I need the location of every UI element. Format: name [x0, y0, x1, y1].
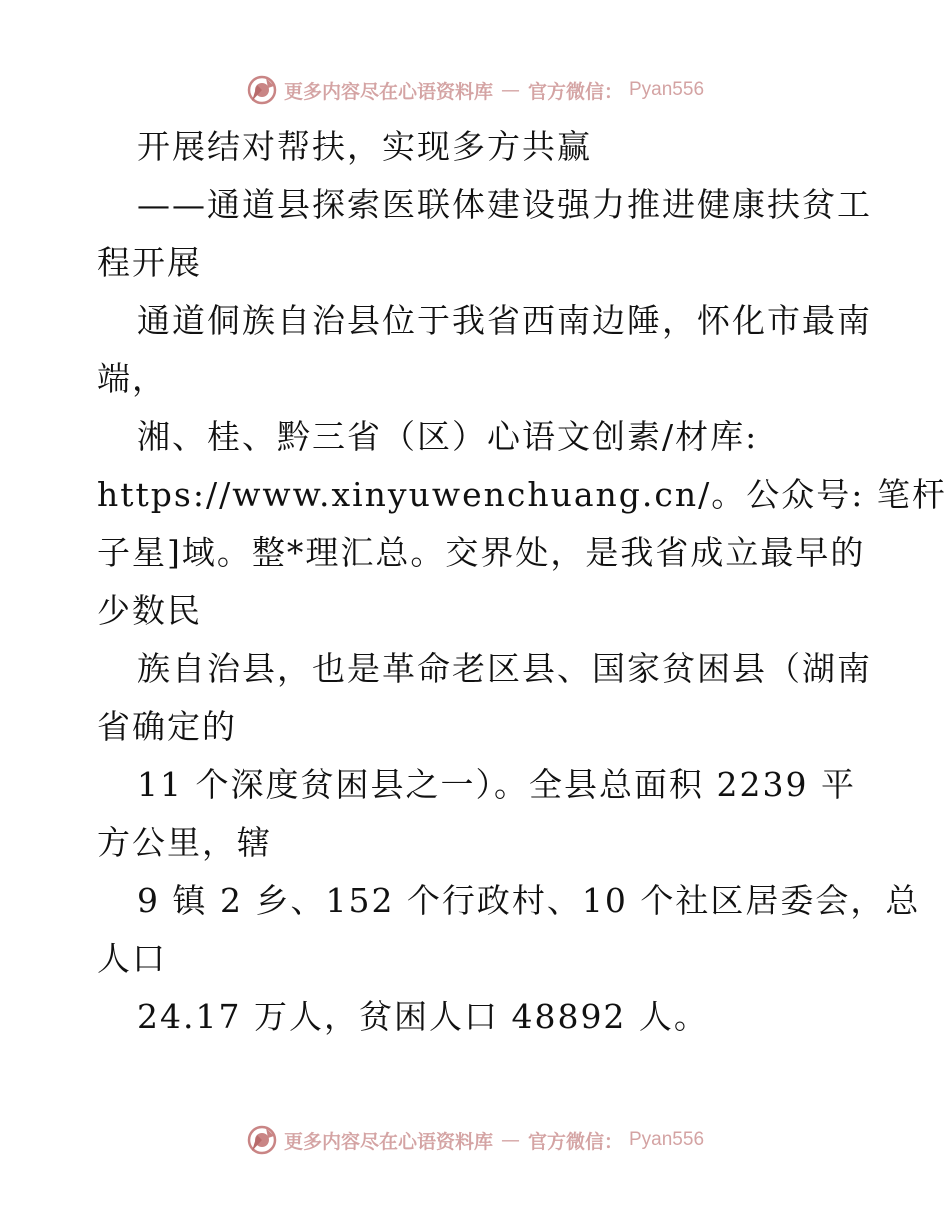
document-line: 少数民: [97, 591, 202, 630]
document-line: 族自治县，也是革命老区县、国家贫困县（湖南: [137, 649, 872, 688]
document-line: 省确定的: [97, 707, 237, 746]
footer-watermark: [0, 1120, 950, 1160]
document-line: ——通道县探索医联体建设强力推进健康扶贫工: [137, 185, 872, 224]
document-line: 24.17 万人，贫困人口 48892 人。: [137, 997, 709, 1036]
document-body: [97, 118, 947, 1046]
document-line: 11 个深度贫困县之一）。全县总面积 2239 平: [137, 765, 856, 804]
document-line: 湘、桂、黔三省（区）心语文创素/材库:: [137, 417, 759, 456]
document-line: 端，: [97, 359, 167, 398]
document-line: 通道侗族自治县位于我省西南边陲，怀化市最南: [137, 301, 872, 340]
pen-nib-circle-icon: [246, 1124, 278, 1156]
watermark-separator: —: [500, 79, 520, 101]
header-watermark: [0, 70, 950, 110]
pen-nib-circle-icon: [246, 74, 278, 106]
watermark-account: Pyan556: [629, 1129, 705, 1150]
watermark-account: Pyan556: [629, 79, 705, 100]
document-line: 方公里，辖: [97, 823, 272, 862]
document-line: https://www.xinyuwenchuang.cn/。公众号: 笔杆: [97, 475, 947, 514]
document-line: 9 镇 2 乡、152 个行政村、10 个社区居委会，总: [137, 881, 921, 920]
watermark-text: 更多内容尽在心语资料库: [283, 1130, 493, 1153]
document-line: 人口: [97, 939, 167, 978]
watermark-text: 更多内容尽在心语资料库: [283, 80, 493, 103]
document-line: 开展结对帮扶，实现多方共赢: [137, 127, 592, 166]
watermark-wechat-label: 官方微信：: [527, 80, 623, 103]
watermark-wechat-label: 官方微信：: [527, 1130, 623, 1153]
document-line: 子星]域。整*理汇总。交界处，是我省成立最早的: [97, 533, 866, 572]
watermark-separator: —: [500, 1129, 520, 1151]
document-line: 程开展: [97, 243, 202, 282]
